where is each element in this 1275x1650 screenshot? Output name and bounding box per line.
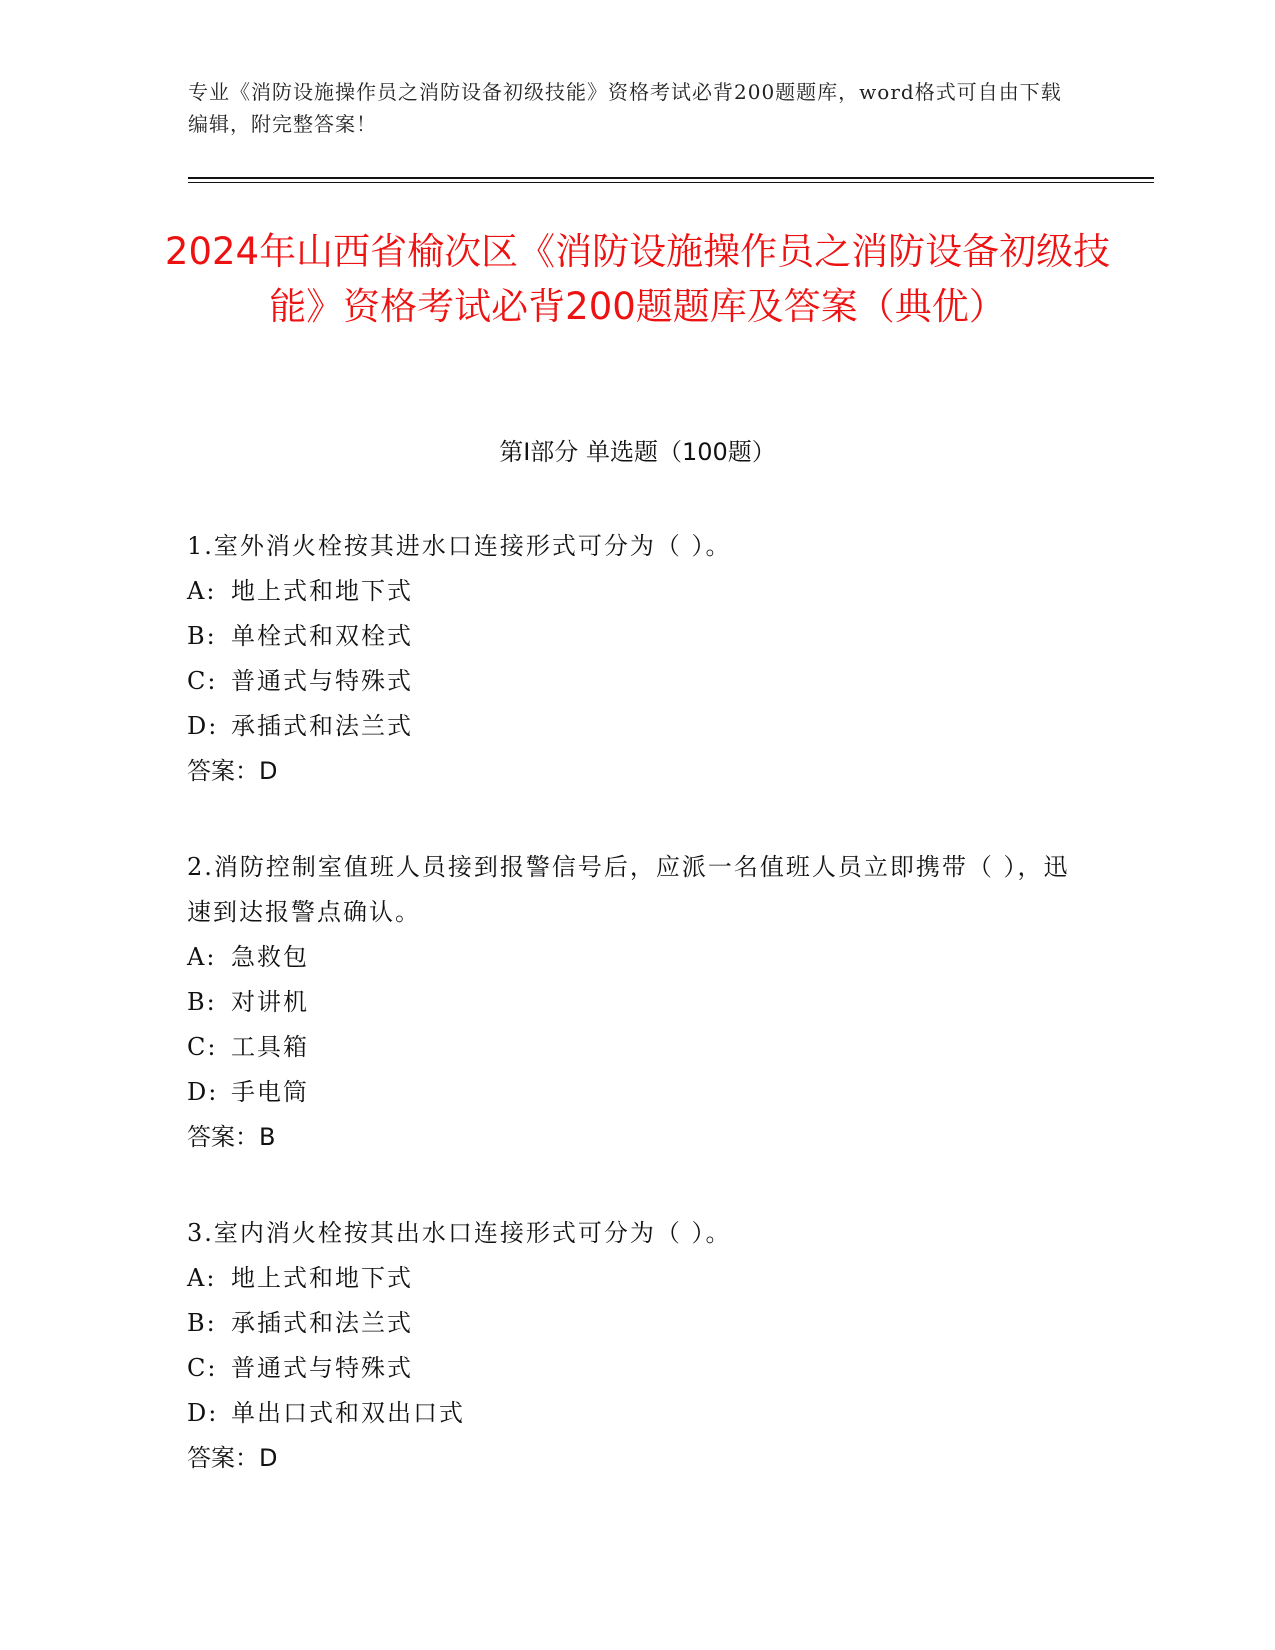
question-stem: 2.消防控制室值班人员接到报警信号后，应派一名值班人员立即携带（ ），迅速到达报警点确认。: [187, 853, 1070, 926]
option-a: [187, 935, 1087, 980]
option-a: [187, 1256, 1087, 1301]
header-rule-thin: [188, 182, 1154, 183]
option-d: [187, 1070, 1087, 1115]
question-stem: 1.室外消火栓按其进水口连接形式可分为（ ）。: [187, 532, 732, 560]
question-stem: 3.室内消火栓按其出水口连接形式可分为（ ）。: [187, 1219, 732, 1247]
option-text: 普通式与特殊式: [231, 667, 413, 695]
option-letter: C:: [187, 1033, 218, 1061]
option-text: 地上式和地下式: [231, 1264, 413, 1292]
option-text: 普通式与特殊式: [231, 1354, 413, 1382]
question-list: [187, 524, 1087, 1532]
option-c: [187, 1346, 1087, 1391]
option-letter: A:: [187, 577, 217, 605]
option-d: [187, 704, 1087, 749]
answer-line: 答案：D: [187, 757, 278, 785]
question-2: [187, 845, 1087, 1160]
section-heading: 第Ⅰ部分 单选题（100题）: [499, 438, 776, 466]
option-text: 单栓式和双栓式: [231, 622, 413, 650]
answer-line: 答案：B: [187, 1123, 276, 1151]
option-text: 地上式和地下式: [231, 577, 413, 605]
option-letter: B:: [187, 622, 217, 650]
option-b: [187, 1301, 1087, 1346]
option-letter: D:: [187, 712, 219, 740]
option-text: 对讲机: [231, 988, 309, 1016]
option-c: [187, 1025, 1087, 1070]
option-letter: B:: [187, 1309, 217, 1337]
option-letter: A:: [187, 943, 217, 971]
option-text: 手电筒: [231, 1078, 309, 1106]
question-1: [187, 524, 1087, 794]
header-rule-thick: [188, 177, 1154, 179]
option-d: [187, 1391, 1087, 1436]
option-letter: D:: [187, 1078, 219, 1106]
option-b: [187, 614, 1087, 659]
option-text: 单出口式和双出口式: [231, 1399, 465, 1427]
option-letter: D:: [187, 1399, 219, 1427]
option-text: 急救包: [231, 943, 309, 971]
question-3: [187, 1211, 1087, 1481]
document-title: 2024年山西省榆次区《消防设施操作员之消防设备初级技能》资格考试必背200题题库及答案（典优）: [164, 230, 1111, 328]
header-note: 专业《消防设施操作员之消防设备初级技能》资格考试必背200题题库，word格式可自由下载编辑，附完整答案！: [188, 80, 1062, 136]
option-letter: C:: [187, 667, 218, 695]
option-letter: C:: [187, 1354, 218, 1382]
option-letter: B:: [187, 988, 217, 1016]
option-b: [187, 980, 1087, 1025]
answer-line: 答案：D: [187, 1444, 278, 1472]
option-text: 承插式和法兰式: [231, 1309, 413, 1337]
option-text: 承插式和法兰式: [231, 712, 413, 740]
option-letter: A:: [187, 1264, 217, 1292]
option-c: [187, 659, 1087, 704]
option-a: [187, 569, 1087, 614]
option-text: 工具箱: [231, 1033, 309, 1061]
